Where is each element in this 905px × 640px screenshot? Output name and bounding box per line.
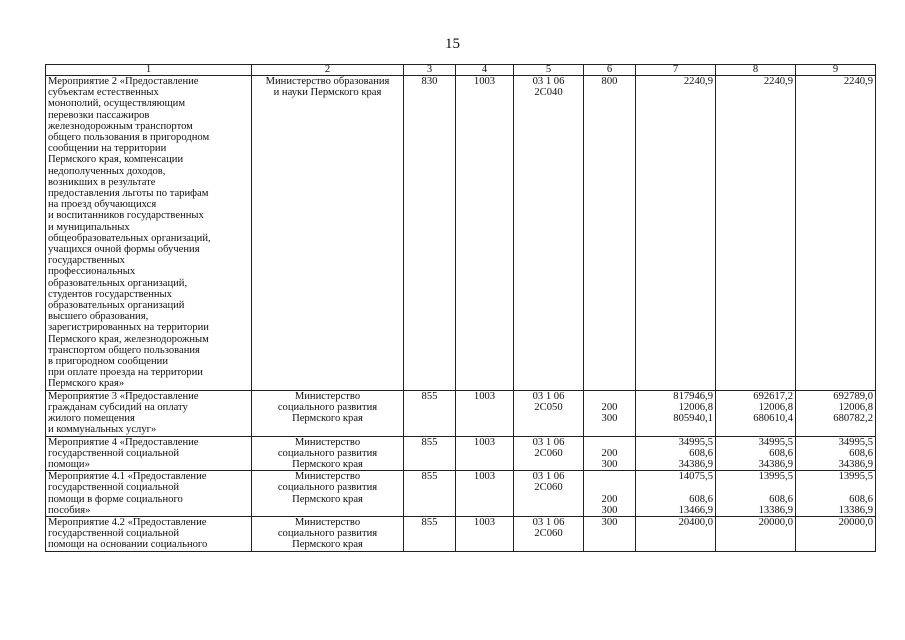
amount-cell: 2240,9	[636, 76, 716, 391]
code-cell: 1003	[456, 436, 514, 471]
budget-table	[45, 64, 876, 552]
table-row	[46, 516, 876, 551]
activity-name: Мероприятие 4 «Предоставление государственной социальной помощи»	[46, 436, 252, 471]
col-header-1: 1	[46, 65, 252, 76]
code-cell: 1003	[456, 76, 514, 391]
col-header-6: 6	[584, 65, 636, 76]
amount-cell: 692617,2 12006,8 680610,4	[716, 390, 796, 436]
expense-type-cell: 200 300	[584, 436, 636, 471]
code-cell: 855	[404, 390, 456, 436]
amount-cell: 34995,5 608,6 34386,9	[716, 436, 796, 471]
code-cell: 03 1 06 2С060	[514, 471, 584, 517]
header-row	[46, 65, 876, 76]
amount-cell: 20400,0	[636, 516, 716, 551]
table-row	[46, 436, 876, 471]
expense-type-cell: 200 300	[584, 471, 636, 517]
col-header-8: 8	[716, 65, 796, 76]
amount-cell: 34995,5 608,6 34386,9	[796, 436, 876, 471]
code-cell: 1003	[456, 390, 514, 436]
activity-name: Мероприятие 4.2 «Предоставление государственной социальной помощи на основании социального	[46, 516, 252, 551]
code-cell: 855	[404, 516, 456, 551]
responsible-org: Министерство социального развития Пермского края	[252, 436, 404, 471]
activity-name: Мероприятие 4.1 «Предоставление государственной социальной помощи в форме социального пособия»	[46, 471, 252, 517]
code-cell: 03 1 06 2С060	[514, 516, 584, 551]
amount-cell: 34995,5 608,6 34386,9	[636, 436, 716, 471]
expense-type-cell: 800	[584, 76, 636, 391]
amount-cell: 14075,5 608,6 13466,9	[636, 471, 716, 517]
responsible-org: Министерство социального развития Пермского края	[252, 390, 404, 436]
code-cell: 830	[404, 76, 456, 391]
amount-cell: 20000,0	[796, 516, 876, 551]
activity-name: Мероприятие 2 «Предоставление субъектам естественных монополий, осуществляющим перевозки пассажиров железнодорожным транспортом общего пользования в пригородном сообщении на территории Пермского края, компенсации недополученных доходов, возникших в результате предоставления льготы по тарифам на проезд обучающихся и воспитанников государственных и муниципальных общеобразовательных организаций, учащихся очной формы обучения государственных профессиональных образовательных организаций, студентов государственных образовательных организаций высшего образования, зарегистрированных на территории Пермского края, железнодорожным транспортом общего пользования в пригородном сообщении при оплате проезда на территории Пермского края»	[46, 76, 252, 391]
responsible-org: Министерство социального развития Пермского края	[252, 516, 404, 551]
code-cell: 1003	[456, 471, 514, 517]
code-cell: 1003	[456, 516, 514, 551]
col-header-7: 7	[636, 65, 716, 76]
code-cell: 855	[404, 436, 456, 471]
table-row	[46, 471, 876, 517]
expense-type-cell: 300	[584, 516, 636, 551]
col-header-5: 5	[514, 65, 584, 76]
code-cell: 03 1 06 2С050	[514, 390, 584, 436]
amount-cell: 20000,0	[716, 516, 796, 551]
responsible-org: Министерство образования и науки Пермского края	[252, 76, 404, 391]
amount-cell: 817946,9 12006,8 805940,1	[636, 390, 716, 436]
amount-cell: 692789,0 12006,8 680782,2	[796, 390, 876, 436]
amount-cell: 13995,5 608,6 13386,9	[716, 471, 796, 517]
col-header-3: 3	[404, 65, 456, 76]
responsible-org: Министерство социального развития Пермского края	[252, 471, 404, 517]
code-cell: 03 1 06 2С060	[514, 436, 584, 471]
table-row	[46, 390, 876, 436]
amount-cell: 13995,5 608,6 13386,9	[796, 471, 876, 517]
expense-type-cell: 200 300	[584, 390, 636, 436]
col-header-2: 2	[252, 65, 404, 76]
amount-cell: 2240,9	[716, 76, 796, 391]
activity-name: Мероприятие 3 «Предоставление гражданам субсидий на оплату жилого помещения и коммунальных услуг»	[46, 390, 252, 436]
table-row	[46, 76, 876, 391]
amount-cell: 2240,9	[796, 76, 876, 391]
page-number: 15	[445, 36, 460, 52]
code-cell: 03 1 06 2С040	[514, 76, 584, 391]
code-cell: 855	[404, 471, 456, 517]
col-header-9: 9	[796, 65, 876, 76]
col-header-4: 4	[456, 65, 514, 76]
